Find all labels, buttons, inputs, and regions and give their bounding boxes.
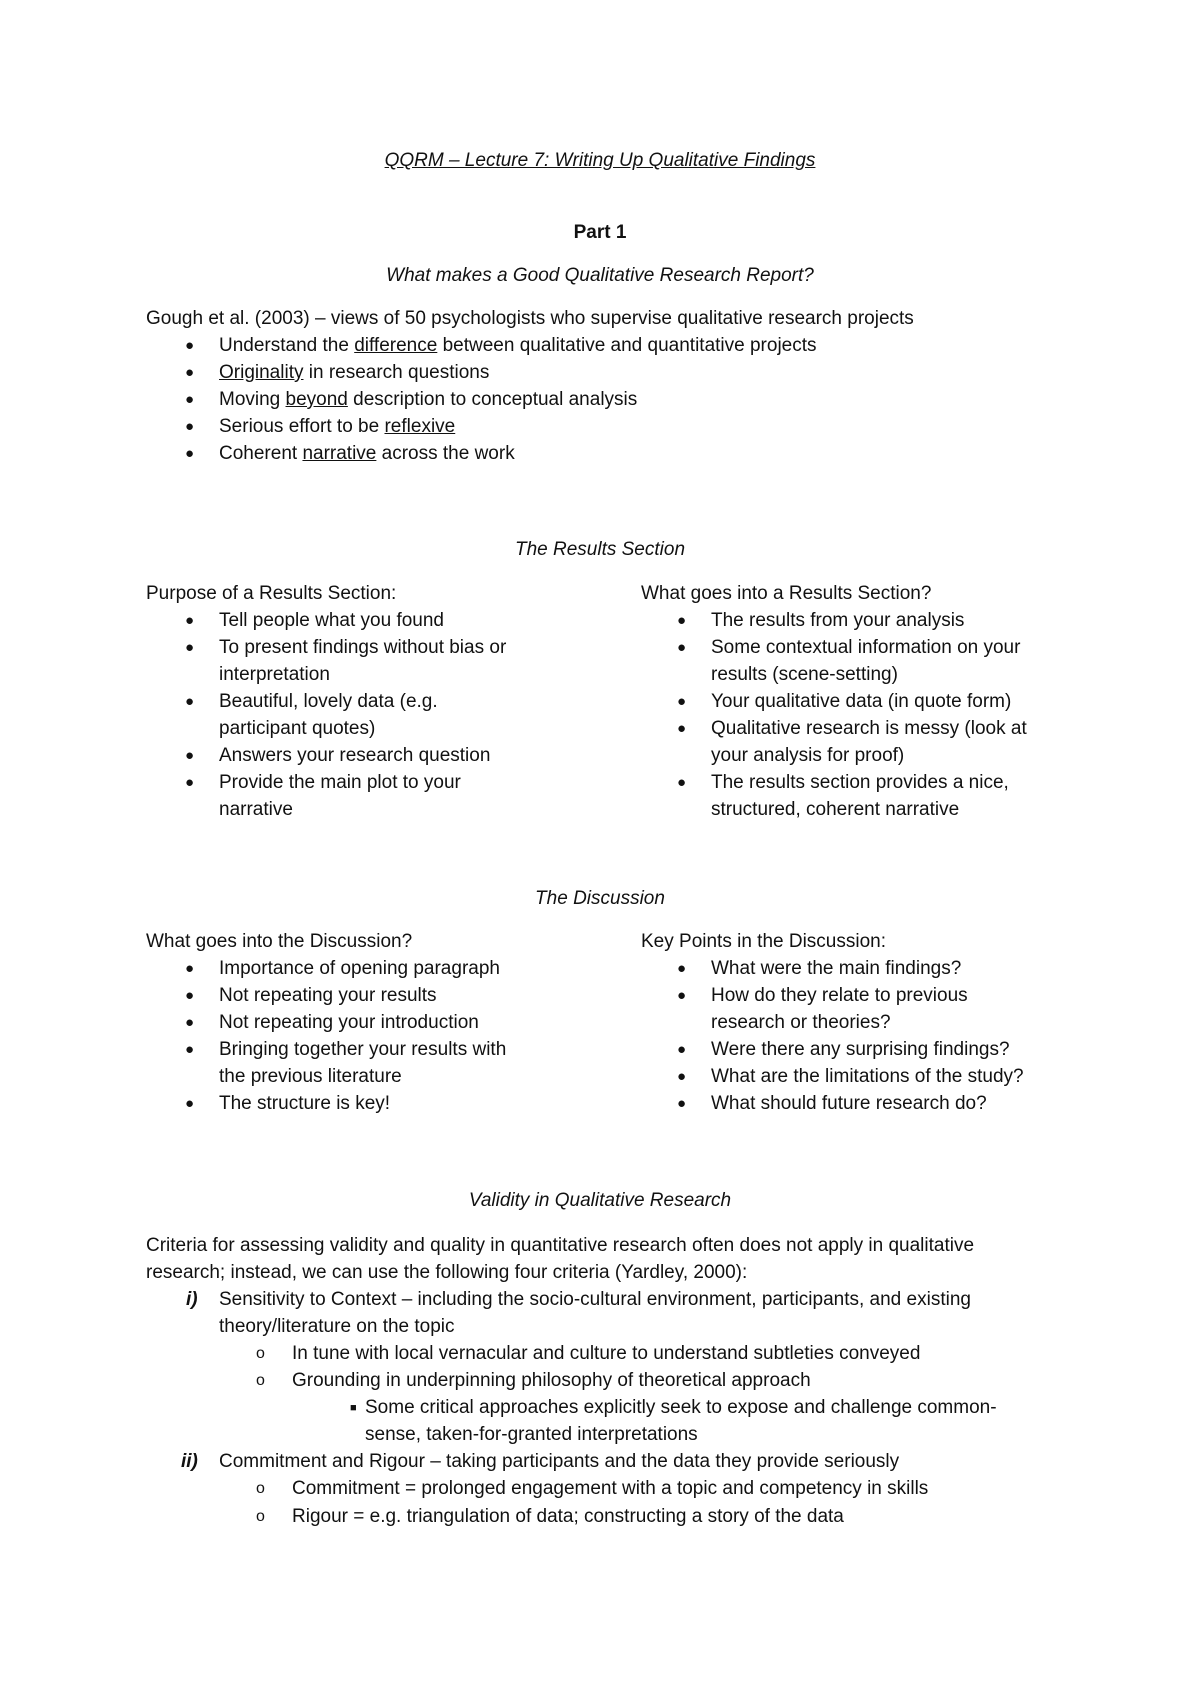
- list-item-cont: the previous literature: [219, 1066, 402, 1087]
- bullet-icon: ●: [185, 747, 195, 764]
- bullet-icon: ●: [185, 612, 195, 629]
- sub-sub-item-cont: sense, taken-for-granted interpretations: [365, 1424, 698, 1445]
- discussion-left-title: What goes into the Discussion?: [146, 931, 413, 952]
- list-item: The structure is key!: [219, 1093, 391, 1114]
- bullet-icon: ●: [185, 445, 195, 462]
- sub-item: Grounding in underpinning philosophy of theoretical approach: [292, 1370, 811, 1391]
- list-item: What should future research do?: [711, 1093, 987, 1114]
- bullet-icon: ●: [185, 774, 195, 791]
- gough-item: Serious effort to be reflexive: [219, 416, 456, 437]
- bullet-icon: ●: [185, 337, 195, 354]
- square-bullet-icon: ■: [350, 1402, 357, 1414]
- list-item: Not repeating your introduction: [219, 1012, 479, 1033]
- bullet-icon: ●: [677, 987, 687, 1004]
- sub-item: Commitment = prolonged engagement with a topic and competency in skills: [292, 1478, 929, 1499]
- discussion-heading: The Discussion: [535, 888, 665, 909]
- bullet-icon: ●: [185, 391, 195, 408]
- bullet-icon: ●: [677, 693, 687, 710]
- bullet-icon: ●: [677, 960, 687, 977]
- bullet-icon: ●: [677, 612, 687, 629]
- list-item-cont: research or theories?: [711, 1012, 891, 1033]
- gough-item: Coherent narrative across the work: [219, 443, 515, 464]
- criterion-text-cont: theory/literature on the topic: [219, 1316, 455, 1337]
- bullet-icon: ●: [185, 1041, 195, 1058]
- criterion-text: Sensitivity to Context – including the socio-cultural environment, participants, and existing: [219, 1289, 971, 1310]
- results-left-title: Purpose of a Results Section:: [146, 583, 397, 604]
- list-item: Provide the main plot to your: [219, 772, 461, 793]
- gough-item: Understand the difference between qualitative and quantitative projects: [219, 335, 817, 356]
- list-item: Tell people what you found: [219, 610, 444, 631]
- bullet-icon: ●: [677, 720, 687, 737]
- list-item: Qualitative research is messy (look at: [711, 718, 1027, 739]
- gough-item: Originality in research questions: [219, 362, 490, 383]
- bullet-icon: ●: [185, 693, 195, 710]
- list-item: Answers your research question: [219, 745, 491, 766]
- list-item: Beautiful, lovely data (e.g.: [219, 691, 438, 712]
- bullet-icon: ●: [677, 1041, 687, 1058]
- sub-item: Rigour = e.g. triangulation of data; constructing a story of the data: [292, 1506, 844, 1527]
- gough-intro: Gough et al. (2003) – views of 50 psychologists who supervise qualitative research projects: [146, 308, 914, 329]
- list-item-cont: participant quotes): [219, 718, 376, 739]
- list-item: Some contextual information on your: [711, 637, 1021, 658]
- validity-intro-cont: research; instead, we can use the following four criteria (Yardley, 2000):: [146, 1262, 748, 1283]
- list-item: Not repeating your results: [219, 985, 437, 1006]
- circle-bullet-icon: o: [256, 1480, 265, 1497]
- list-item: Bringing together your results with: [219, 1039, 507, 1060]
- bullet-icon: ●: [677, 774, 687, 791]
- sub-sub-item: Some critical approaches explicitly seek to expose and challenge common-: [365, 1397, 997, 1418]
- bullet-icon: ●: [185, 364, 195, 381]
- bullet-icon: ●: [677, 1068, 687, 1085]
- list-item: Importance of opening paragraph: [219, 958, 500, 979]
- bullet-icon: ●: [185, 1014, 195, 1031]
- validity-heading: Validity in Qualitative Research: [468, 1190, 732, 1211]
- bullet-icon: ●: [185, 418, 195, 435]
- list-item: What were the main findings?: [711, 958, 962, 979]
- results-right-title: What goes into a Results Section?: [641, 583, 932, 604]
- bullet-icon: ●: [185, 960, 195, 977]
- gough-item: Moving beyond description to conceptual analysis: [219, 389, 638, 410]
- list-item: The results section provides a nice,: [711, 772, 1009, 793]
- list-item: How do they relate to previous: [711, 985, 968, 1006]
- bullet-icon: ●: [185, 639, 195, 656]
- list-item: Were there any surprising findings?: [711, 1039, 1010, 1060]
- criterion-text: Commitment and Rigour – taking participants and the data they provide seriously: [219, 1451, 900, 1472]
- roman-marker: i): [186, 1289, 198, 1310]
- list-item-cont: structured, coherent narrative: [711, 799, 960, 820]
- circle-bullet-icon: o: [256, 1345, 265, 1362]
- list-item: To present findings without bias or: [219, 637, 507, 658]
- list-item-cont: your analysis for proof): [711, 745, 905, 766]
- list-item-cont: interpretation: [219, 664, 330, 685]
- validity-intro: Criteria for assessing validity and quality in quantitative research often does not apply in qualitative: [146, 1235, 975, 1256]
- bullet-icon: ●: [185, 987, 195, 1004]
- roman-marker: ii): [181, 1451, 198, 1472]
- circle-bullet-icon: o: [256, 1372, 265, 1389]
- discussion-right-title: Key Points in the Discussion:: [641, 931, 887, 952]
- list-item: Your qualitative data (in quote form): [711, 691, 1012, 712]
- bullet-icon: ●: [677, 1095, 687, 1112]
- results-heading: The Results Section: [514, 539, 686, 560]
- part-heading: Part 1: [573, 222, 627, 243]
- doc-title: QQRM – Lecture 7: Writing Up Qualitative Findings: [384, 150, 816, 171]
- sub-item: In tune with local vernacular and culture to understand subtleties conveyed: [292, 1343, 921, 1364]
- list-item: What are the limitations of the study?: [711, 1066, 1024, 1087]
- list-item: The results from your analysis: [711, 610, 965, 631]
- list-item-cont: narrative: [219, 799, 293, 820]
- list-item-cont: results (scene-setting): [711, 664, 898, 685]
- bullet-icon: ●: [185, 1095, 195, 1112]
- circle-bullet-icon: o: [256, 1508, 265, 1525]
- bullet-icon: ●: [677, 639, 687, 656]
- part-subtitle: What makes a Good Qualitative Research Report?: [386, 265, 814, 286]
